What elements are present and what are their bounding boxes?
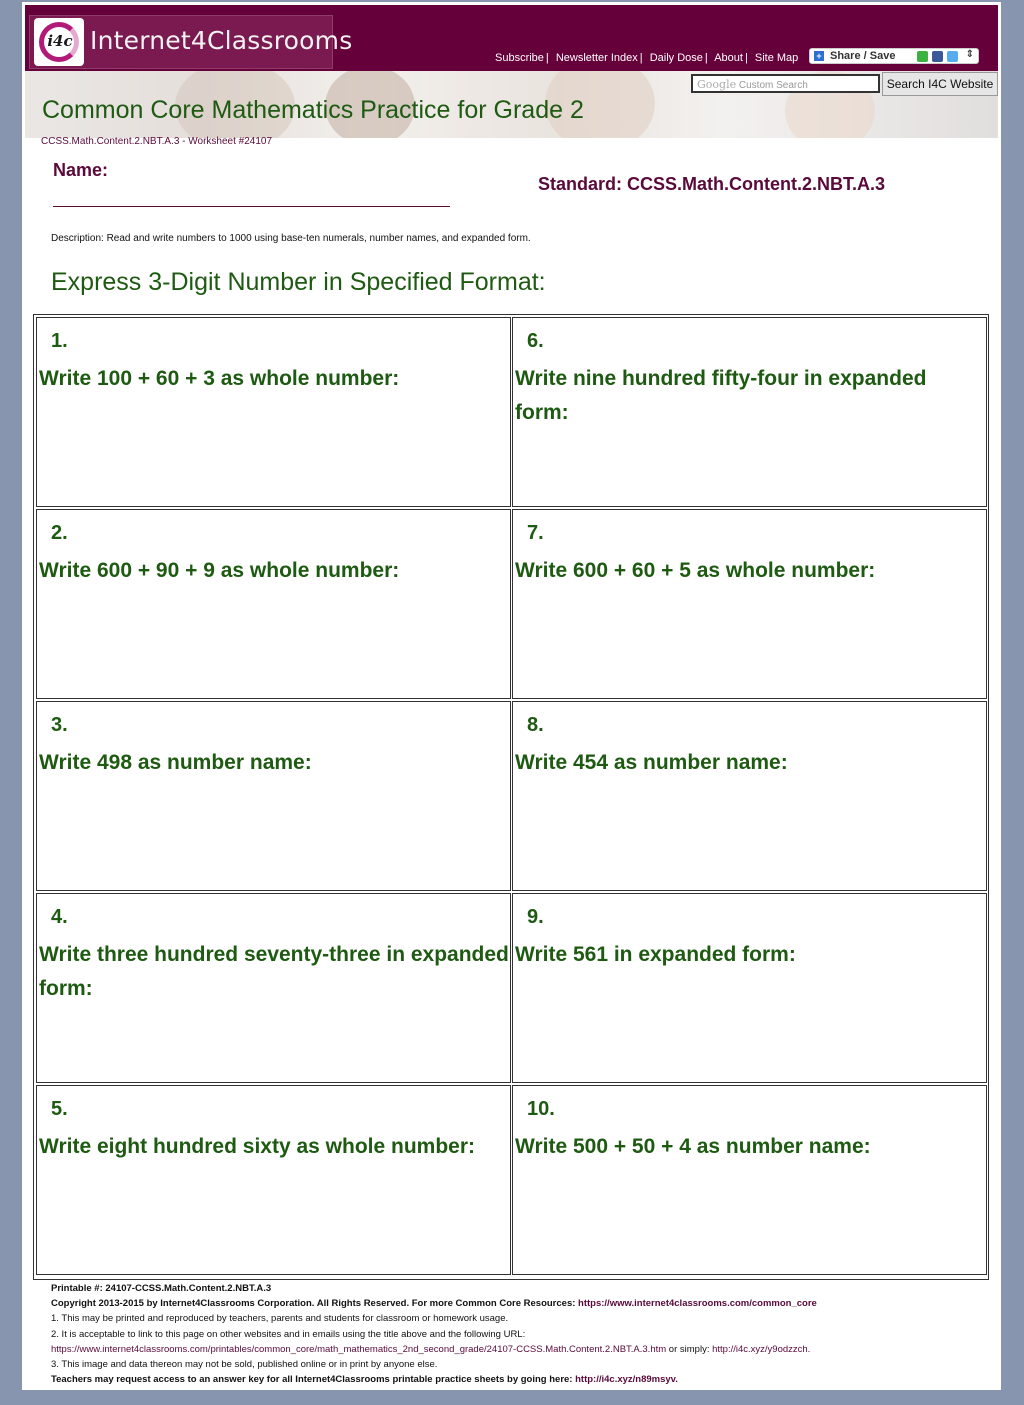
question-number: 9. <box>527 906 544 928</box>
question-number: 8. <box>527 714 544 736</box>
share-save-button[interactable] <box>809 48 979 64</box>
questions-grid <box>33 314 989 1280</box>
nav-subscribe[interactable]: Subscribe <box>495 52 544 64</box>
nav-newsletter-index[interactable]: Newsletter Index <box>555 52 638 64</box>
site-header <box>25 5 998 71</box>
note-2-or: or simply: <box>666 1343 713 1355</box>
search-button[interactable]: Search I4C Website <box>882 72 998 96</box>
note-3: 3. This image and data thereon may not be sold, published online or in print by anyone else. <box>51 1359 438 1371</box>
question-text: Write 500 + 50 + 4 as number name: <box>515 1135 871 1158</box>
breadcrumb: CCSS.Math.Content.2.NBT.A.3 - Worksheet #24107 <box>41 136 273 147</box>
chevron-updown-icon: ⇕ <box>965 49 974 60</box>
worksheet-page <box>22 2 1001 1390</box>
note-1: 1. This may be printed and reproduced by teachers, parents and students for classroom or homework usage. <box>51 1313 509 1325</box>
question-text: Write 498 as number name: <box>39 751 312 774</box>
share-green-icon <box>917 51 928 62</box>
question-number: 7. <box>527 522 544 544</box>
question-number: 4. <box>51 906 68 928</box>
question-text: Write eight hundred sixty as whole number: <box>39 1135 476 1158</box>
question-number: 10. <box>527 1098 555 1120</box>
copyright-line <box>51 1296 991 1311</box>
search-placeholder: Custom Search <box>738 80 808 91</box>
question-cell <box>512 317 987 507</box>
question-cell <box>36 1085 511 1275</box>
note-2: 2. It is acceptable to link to this page on other websites and in emails using the title above and the following URL: <box>51 1328 526 1340</box>
note-2-urls <box>51 1342 991 1357</box>
nav-daily-dose[interactable]: Daily Dose <box>649 52 703 64</box>
page-title: Common Core Mathematics Practice for Grade 2 <box>42 96 584 124</box>
short-url-link[interactable]: http://i4c.xyz/y9odzzch. <box>712 1343 811 1355</box>
answer-key-link[interactable]: http://i4c.xyz/n89msyv. <box>575 1374 678 1386</box>
nav-about[interactable]: About <box>714 52 743 64</box>
banner-image <box>25 71 998 138</box>
twitter-icon <box>947 51 958 62</box>
question-cell <box>512 509 987 699</box>
question-cell <box>512 893 987 1083</box>
share-save-label: Share / Save <box>830 50 896 62</box>
name-label: Name: <box>53 160 109 180</box>
question-text: Write nine hundred fifty-four in expanded form: <box>515 367 927 424</box>
question-cell <box>36 701 511 891</box>
logo-emblem-text: i4c <box>47 32 73 50</box>
standard-label: Standard: CCSS.Math.Content.2.NBT.A.3 <box>538 174 886 194</box>
printable-number: Printable #: 24107-CCSS.Math.Content.2.NBT.A.3 <box>51 1283 272 1294</box>
question-number: 5. <box>51 1098 68 1120</box>
question-cell <box>512 1085 987 1275</box>
question-text: Write three hundred seventy-three in expanded form: <box>39 943 509 1000</box>
description: Description: Read and write numbers to 1000 using base-ten numerals, number names, and expanded form. <box>51 233 531 244</box>
question-text: Write 561 in expanded form: <box>515 943 796 966</box>
logo-name: Internet4Classrooms <box>90 26 353 55</box>
question-number: 1. <box>51 330 68 352</box>
site-logo[interactable] <box>29 15 353 69</box>
teachers-text: Teachers may request access to an answer key for all Internet4Classrooms printable practice sheets by going here: <box>51 1374 573 1386</box>
search-input[interactable] <box>691 74 880 93</box>
copyright-text: Copyright 2013-2015 by Internet4Classrooms Corporation. All Rights Reserved. For more Common Core Resources: <box>51 1298 576 1310</box>
nav-site-map[interactable]: Site Map <box>754 52 799 64</box>
plus-icon: + <box>814 51 824 61</box>
question-cell <box>36 893 511 1083</box>
worksheet-url-link[interactable]: https://www.internet4classrooms.com/printables/common_core/math_mathematics_2nd_second_grade/24107-CCSS.Math.Content.2.NBT.A.3.htm <box>51 1343 667 1355</box>
section-title: Express 3-Digit Number in Specified Format: <box>51 268 546 296</box>
name-line <box>53 206 450 207</box>
question-text: Write 454 as number name: <box>515 751 788 774</box>
question-number: 3. <box>51 714 68 736</box>
question-number: 2. <box>51 522 68 544</box>
teachers-line <box>51 1372 991 1387</box>
question-text: Write 600 + 60 + 5 as whole number: <box>515 559 876 582</box>
question-text: Write 100 + 60 + 3 as whole number: <box>39 367 400 390</box>
footer <box>51 1281 991 1387</box>
question-cell <box>512 701 987 891</box>
top-navigation: Subscribe | Newsletter Index | Daily Dose | About | Site Map <box>495 52 799 64</box>
google-logo: Google <box>697 78 737 91</box>
question-cell <box>36 509 511 699</box>
common-core-link[interactable]: https://www.internet4classrooms.com/common_core <box>578 1298 817 1310</box>
question-number: 6. <box>527 330 544 352</box>
question-text: Write 600 + 90 + 9 as whole number: <box>39 559 400 582</box>
facebook-icon <box>932 51 943 62</box>
question-cell <box>36 317 511 507</box>
logo-emblem-icon <box>34 18 84 66</box>
